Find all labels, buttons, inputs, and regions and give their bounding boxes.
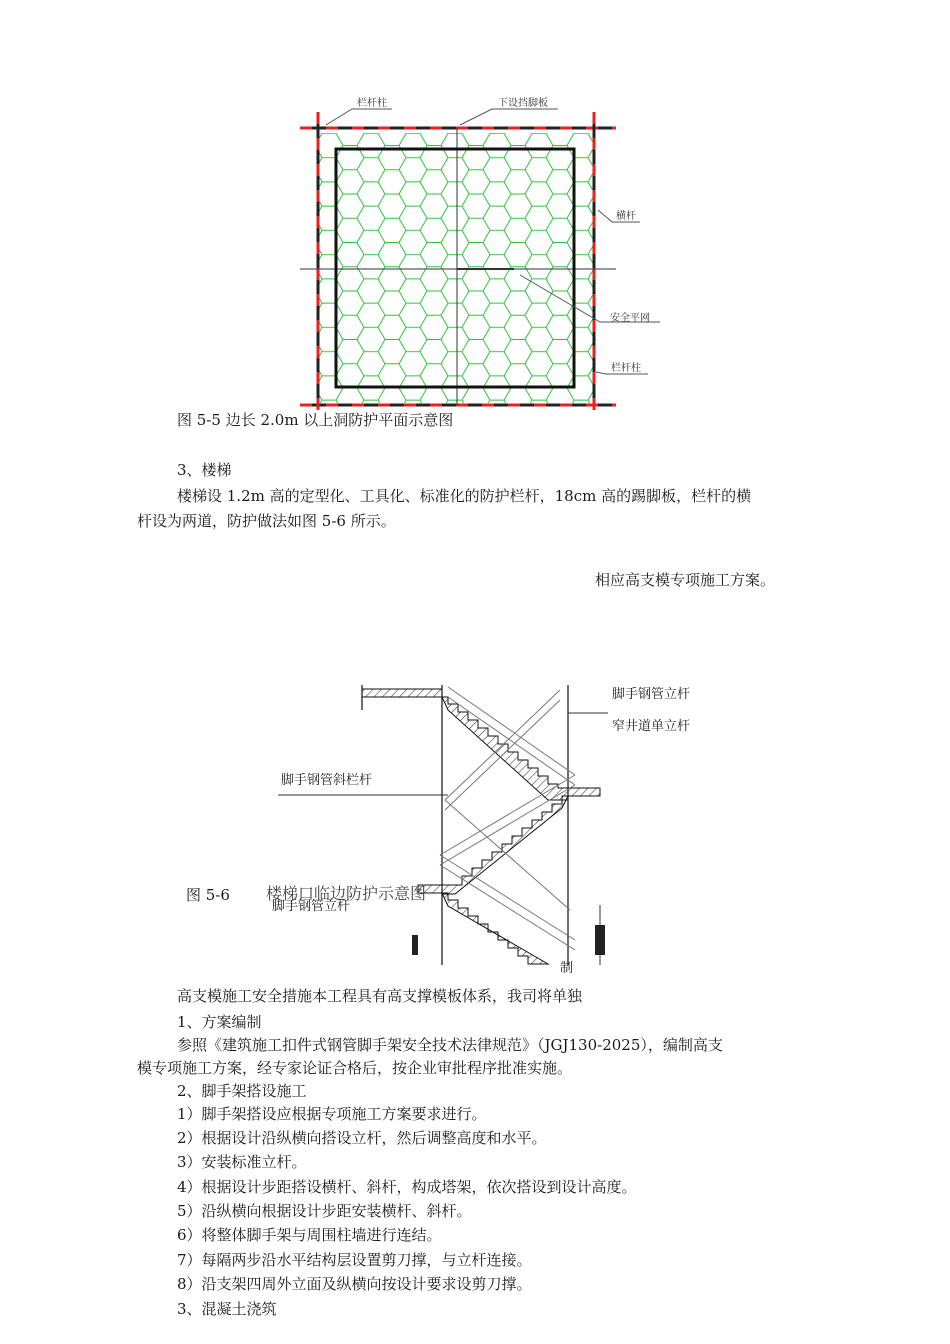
- body-paragraph-1: 高支模施工安全措施本工程具有高支撑模板体系，我司将单独: [177, 987, 583, 1005]
- step-item: 2）根据设计沿纵横向搭设立杆，然后调整高度和水平。: [177, 1129, 547, 1147]
- label-steel-upright: 脚手钢管立杆: [612, 687, 691, 702]
- label-post-bottom: 栏杆柱: [611, 363, 641, 374]
- figure-5-5-caption: 图 5-5 边长 2.0m 以上洞防护平面示意图: [177, 411, 454, 429]
- right-note: 相应高支模专项施工方案。: [595, 571, 776, 589]
- heading-plan: 1、方案编制: [177, 1013, 262, 1031]
- figure-5-6-caption-title: 楼梯口临边防护示意图: [266, 884, 427, 903]
- section-3-para-line1: 楼梯设 1.2m 高的定型化、工具化、标准化的防护栏杆，18cm 高的踢脚板，栏杆的横: [177, 487, 752, 505]
- label-steel-diagonal: 脚手钢管斜栏杆: [281, 773, 373, 788]
- figure-5-6-caption: 图 5-6: [186, 886, 230, 904]
- section-3-heading: 3、楼梯: [177, 461, 232, 479]
- safety-net-hatch: [318, 133, 594, 403]
- body-paragraph-2-line1: 参照《建筑施工扣件式钢管脚手架安全技术法律规范》（JGJ130-2025），编制高支: [177, 1036, 723, 1054]
- step-item: 6）将整体脚手架与周围柱墙进行连结。: [177, 1226, 442, 1244]
- figure-5-5-drawing: [0, 0, 950, 420]
- step-item: 4）根据设计步距搭设横杆、斜杆，构成塔架，依次搭设到设计高度。: [177, 1178, 637, 1196]
- heading-scaffold: 2、脚手架搭设施工: [177, 1082, 307, 1100]
- label-safety-net: 安全平网: [610, 313, 650, 324]
- body-paragraph-2-line2: 模专项施工方案，经专家论证合格后，按企业审批程序批准实施。: [137, 1059, 573, 1077]
- step-item: 5）沿纵横向根据设计步距安装横杆、斜杆。: [177, 1202, 472, 1220]
- label-control: 制: [560, 961, 574, 976]
- label-rail: 横杆: [616, 211, 636, 222]
- step-item: 7）每隔两步沿水平结构层设置剪刀撑，与立杆连接。: [177, 1251, 532, 1269]
- label-post-top: 栏杆柱: [357, 98, 387, 109]
- step-item: 3）安装标准立杆。: [177, 1153, 307, 1171]
- label-steel-upright-low: 脚手钢管立杆: [272, 899, 351, 914]
- figure-5-6-drawing: [0, 680, 950, 980]
- label-toe-board: 下设挡脚板: [498, 98, 548, 109]
- step-item: 8）沿支架四周外立面及纵横向按设计要求设剪刀撑。: [177, 1275, 532, 1293]
- section-3-para-line2: 杆设为两道，防护做法如图 5-6 所示。: [137, 512, 396, 530]
- heading-concrete: 3、混凝土浇筑: [177, 1300, 277, 1318]
- label-shaft-upright: 窄井道单立杆: [612, 719, 691, 734]
- step-item: 1）脚手架搭设应根据专项施工方案要求进行。: [177, 1105, 487, 1123]
